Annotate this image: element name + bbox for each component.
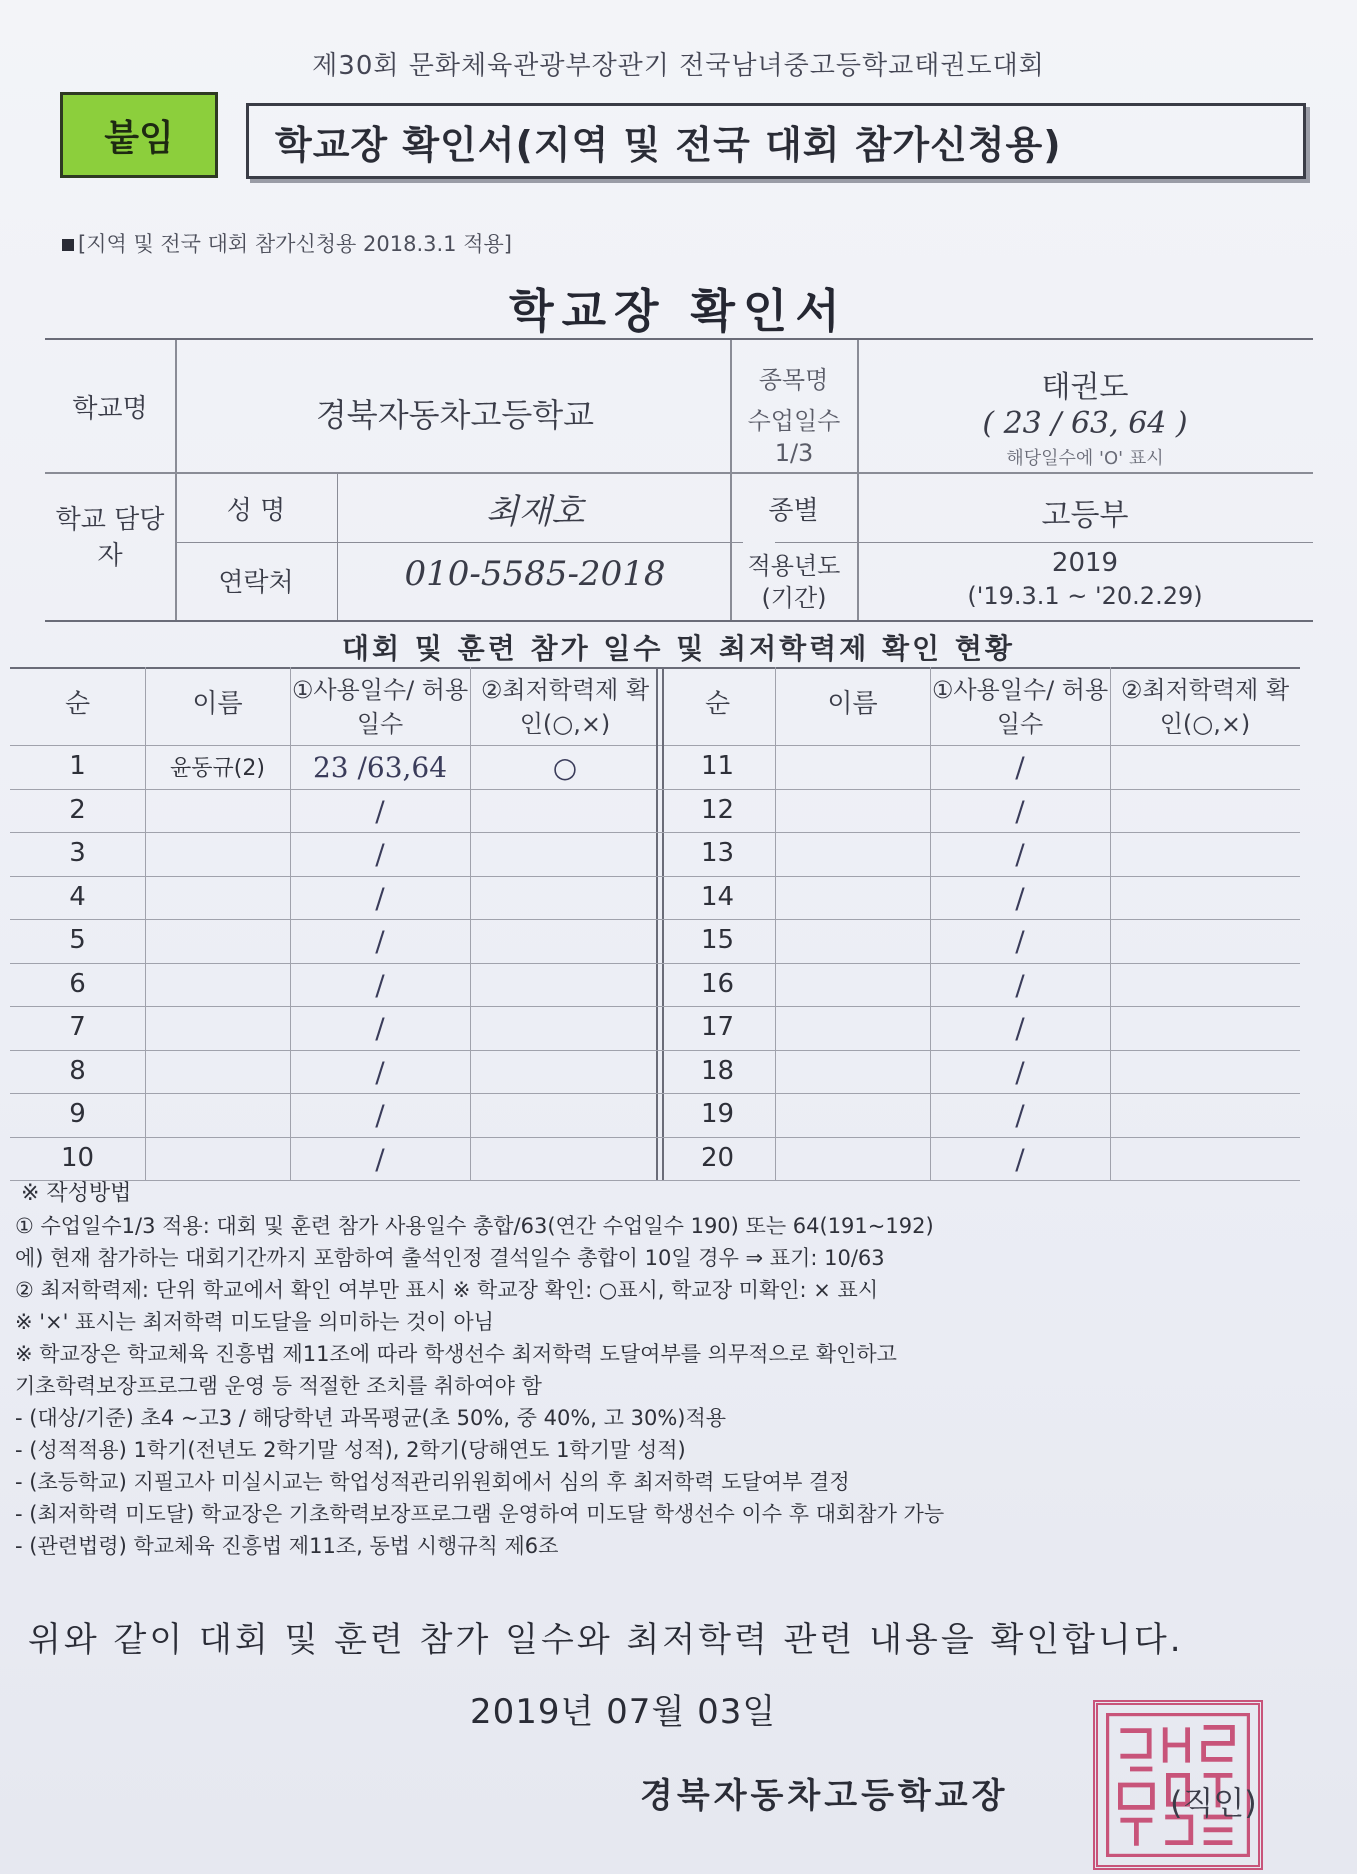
divider — [337, 472, 338, 620]
row-2-no: 2 — [69, 794, 86, 825]
event-title: 제30회 문화체육관광부장관기 전국남녀중고등학교태권도대회 — [312, 51, 1045, 81]
row-4-days: / — [375, 881, 385, 915]
instructions-title: ※ 작성방법 — [21, 1181, 132, 1206]
row-divider — [10, 919, 1300, 920]
center-divider — [656, 667, 658, 1180]
row-divider — [10, 1006, 1300, 1007]
row-9-no: 9 — [69, 1099, 86, 1129]
school-days-label: 수업일수 1/3 — [747, 407, 841, 467]
row-divider — [10, 1137, 1300, 1138]
row-8-no: 8 — [69, 1055, 86, 1086]
row-20-days: / — [1015, 1142, 1025, 1176]
column-divider — [775, 667, 776, 1180]
header-col-days-right: ①사용일수/ 허용일수 — [931, 676, 1109, 738]
row-19-no: 19 — [700, 1099, 735, 1129]
row-16-days: / — [1015, 968, 1025, 1002]
row-6-no: 6 — [69, 968, 86, 999]
row-1-no: 1 — [69, 751, 86, 781]
header-col-days-left: ①사용일수/ 허용일수 — [291, 676, 469, 738]
row-divider — [10, 963, 1300, 964]
seal-label: (직인) — [1170, 1784, 1257, 1822]
column-divider — [930, 667, 931, 1180]
divider — [45, 472, 1313, 474]
row-5-days: / — [375, 925, 385, 958]
applicability-note-text: [지역 및 전국 대회 참가신청용 2018.3.1 적용] — [78, 232, 512, 256]
row-6-days: / — [375, 968, 385, 1002]
row-16-no: 16 — [700, 968, 735, 999]
column-divider — [1110, 667, 1111, 1180]
document-heading: 학교장 확인서 — [509, 284, 848, 338]
header-col-name-left: 이름 — [192, 689, 243, 719]
instruction-line: ② 최저학력제: 단위 학교에서 확인 여부만 표시 ※ 학교장 확인: ○표시, 학교장 미확인: × 표시 — [15, 1278, 879, 1302]
header-col-check-left: ②최저학력제 확인(○,×) — [480, 676, 650, 738]
column-divider — [470, 667, 471, 1180]
row-3-days: / — [375, 838, 385, 871]
instruction-line: 에) 현재 참가하는 대회기간까지 포함하여 출석인정 결석일수 총합이 10일 경우 ⇒ 표기: 10/63 — [15, 1246, 885, 1270]
division-value: 고등부 — [1041, 498, 1129, 533]
row-divider — [10, 1050, 1300, 1051]
row-18-days: / — [1015, 1055, 1025, 1089]
header-col-no-left: 순 — [64, 689, 91, 719]
manager-label: 학교 담당자 — [55, 505, 165, 571]
instructions — [15, 1178, 1335, 1562]
form-title-text: 학교장 확인서(지역 및 전국 대회 참가신청용) — [275, 122, 1062, 167]
row-17-days: / — [1015, 1012, 1025, 1045]
row-divider — [10, 876, 1300, 877]
row-8-days: / — [375, 1055, 385, 1089]
instruction-line: - (대상/기준) 초4 ~고3 / 해당학년 과목평균(초 50%, 중 40%, 고 30%)적용 — [15, 1406, 727, 1430]
row-11-days: / — [1015, 751, 1025, 784]
row-19-days: / — [1015, 1099, 1025, 1132]
applicability-note — [62, 228, 512, 258]
divider — [775, 542, 1313, 543]
row-15-no: 15 — [700, 925, 735, 955]
divider — [175, 542, 743, 543]
row-7-days: / — [375, 1012, 385, 1045]
table-top-border — [10, 667, 1300, 669]
instruction-line: - (성적적용) 1학기(전년도 2학기말 성적), 2학기(당해연도 1학기말 성적) — [15, 1438, 686, 1462]
row-9-days: / — [375, 1099, 385, 1132]
instruction-line: ※ 학교장은 학교체육 진흥법 제11조에 따라 학생선수 최저학력 도달여부를 의무적으로 확인하고 — [15, 1342, 897, 1366]
row-10-no: 10 — [60, 1142, 95, 1173]
column-divider — [145, 667, 146, 1180]
school-days-note: 해당일수에 'O' 표시 — [1006, 448, 1164, 469]
school-name: 경북자동차고등학교 — [315, 396, 595, 434]
table-header-divider — [10, 745, 1300, 746]
row-1-check: ○ — [552, 751, 578, 784]
sport-value: 태권도 — [1041, 370, 1129, 405]
instruction-line: 기초학력보장프로그램 운영 등 적절한 조치를 취하여야 함 — [15, 1374, 542, 1398]
row-2-days: / — [375, 794, 385, 828]
school-days-value: ( 23 / 63, 64 ) — [982, 406, 1188, 441]
row-divider — [10, 832, 1300, 833]
instruction-line: - (초등학교) 지필고사 미실시교는 학업성적관리위원회에서 심의 후 최저학력 도달여부 결정 — [15, 1470, 850, 1494]
issue-date: 2019년 07월 03일 — [470, 1692, 777, 1732]
instruction-line: - (관련법령) 학교체육 진흥법 제11조, 동법 시행규칙 제6조 — [15, 1534, 559, 1558]
school-label: 학교명 — [72, 394, 148, 424]
instruction-line: ※ '×' 표시는 최저학력 미도달을 의미하는 것이 아님 — [15, 1310, 494, 1334]
participation-table-heading: 대회 및 훈련 참가 일수 및 최저학력제 확인 현황 — [342, 632, 1015, 665]
instruction-line: ① 수업일수1/3 적용: 대회 및 훈련 참가 사용일수 총합/63(연간 수업일수 190) 또는 64(191~192) — [15, 1214, 934, 1238]
instruction-line: - (최저학력 미도달) 학교장은 기초학력보장프로그램 운영하여 미도달 학생선수 이수 후 대회참가 가능 — [15, 1502, 945, 1526]
header-col-check-right: ②최저학력제 확인(○,×) — [1120, 676, 1290, 738]
division-label: 종별 — [768, 496, 819, 526]
row-11-no: 11 — [700, 751, 735, 781]
principal-signature: 경북자동차고등학교장 — [640, 1776, 1009, 1816]
square-bullet-icon — [62, 239, 74, 251]
row-5-no: 5 — [69, 925, 86, 955]
row-12-no: 12 — [700, 794, 735, 825]
period-range: ('19.3.1 ~ '20.2.29) — [967, 582, 1203, 610]
info-table — [45, 338, 1313, 622]
contact-value: 010-5585-2018 — [404, 554, 666, 594]
row-4-no: 4 — [69, 881, 86, 912]
row-15-days: / — [1015, 925, 1025, 958]
row-1-days: 23 /63,64 — [312, 751, 448, 784]
center-divider — [662, 667, 664, 1180]
row-10-days: / — [375, 1142, 385, 1176]
header-col-no-right: 순 — [704, 689, 731, 719]
header-col-name-right: 이름 — [827, 689, 878, 719]
attachment-badge: 붙임 — [60, 92, 218, 178]
period-label: 적용년도 (기간) — [747, 552, 841, 612]
row-20-no: 20 — [700, 1142, 735, 1173]
row-14-no: 14 — [700, 881, 735, 912]
contact-label: 연락처 — [218, 568, 294, 598]
sport-label: 종목명 — [758, 366, 829, 394]
name-label: 성 명 — [226, 496, 286, 526]
row-divider — [10, 1093, 1300, 1094]
row-12-days: / — [1015, 794, 1025, 828]
row-7-no: 7 — [69, 1012, 86, 1042]
manager-name: 최재호 — [485, 492, 585, 532]
row-1-name: 윤동규(2) — [170, 756, 265, 781]
row-3-no: 3 — [69, 838, 86, 868]
period-year: 2019 — [1051, 548, 1119, 578]
column-divider — [290, 667, 291, 1180]
row-14-days: / — [1015, 881, 1025, 915]
row-divider — [10, 789, 1300, 790]
confirmation-statement: 위와 같이 대회 및 훈련 참가 일수와 최저학력 관련 내용을 확인합니다. — [28, 1620, 1184, 1660]
form-title — [246, 103, 1306, 179]
row-17-no: 17 — [700, 1012, 735, 1042]
row-13-days: / — [1015, 838, 1025, 871]
instructions-lines — [15, 1210, 1335, 1562]
row-18-no: 18 — [700, 1055, 735, 1086]
row-13-no: 13 — [700, 838, 735, 868]
